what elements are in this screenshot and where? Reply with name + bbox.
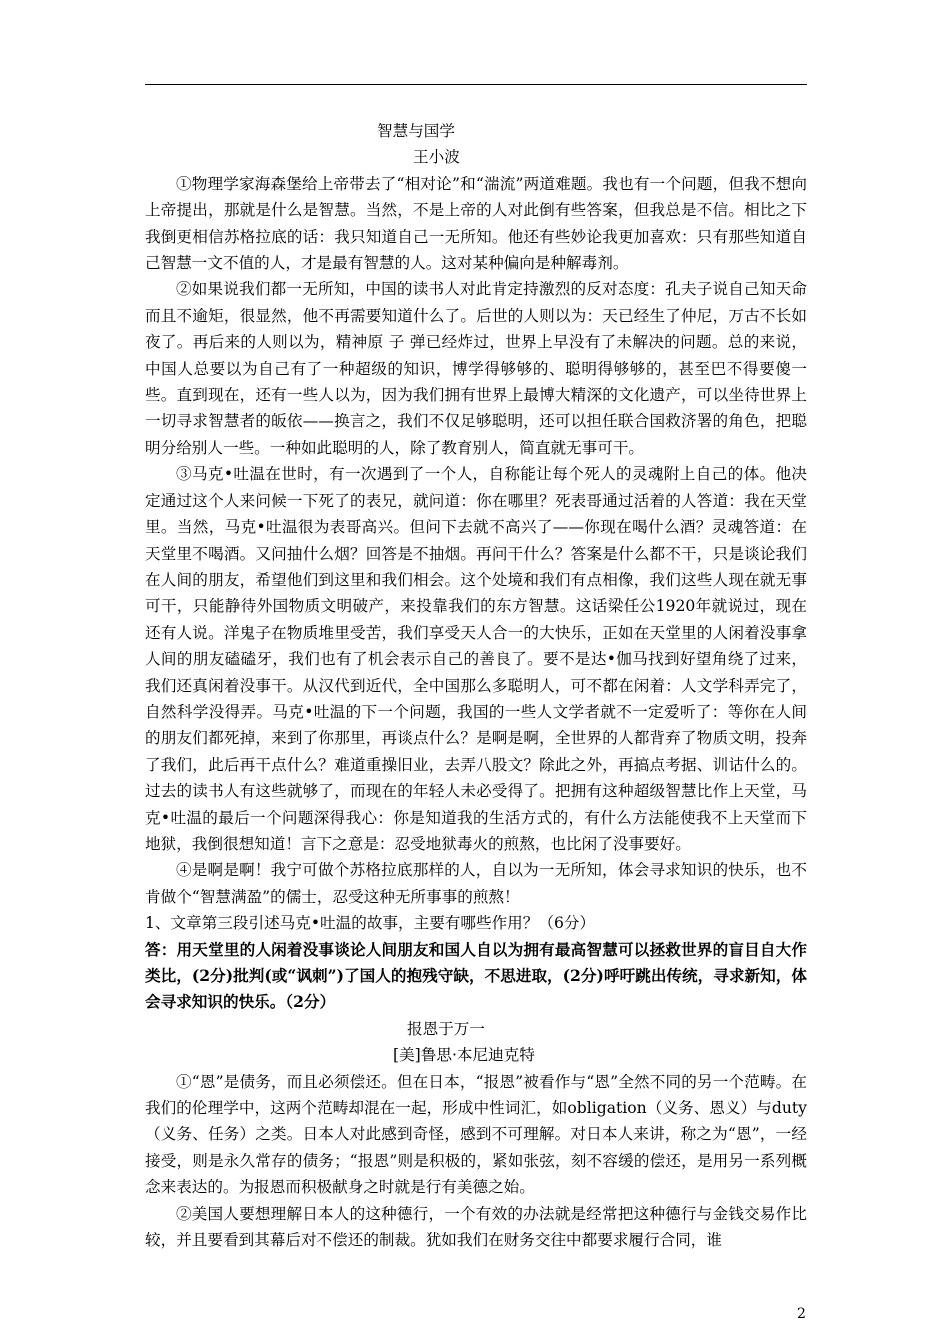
article1-paragraph-1: ①物理学家海森堡给上帝带去了“相对论”和“湍流”两道难题。我也有一个问题，但我不想向上帝提出，那就是什么是智慧。当然，不是上帝的人对此倒有些答案，但我总是不信。相比之下我倒更相信苏格拉底的话：我只知道自己一无所知。他还有些妙论我更加喜欢：只有那些知道自己智慧一文不值的人，才是最有智慧的人。这对某种偏向是种解毒剂。 <box>145 174 807 273</box>
article1-paragraph-3: ③马克•吐温在世时，有一次遇到了一个人，自称能让每个死人的灵魂附上自己的体。他决定通过这个人来问候一下死了的表兄，就问道：你在哪里？死表哥通过活着的人答道：我在天堂里。当然，马克•吐温很为表哥高兴。但问下去就不高兴了——你现在喝什么酒？灵魂答道：在天堂里不喝酒。又问抽什么烟？回答是不抽烟。再问干什么？答案是什么都不干，只是谈论我们在人间的朋友，希望他们到这里和我们相会。这个处境和我们有点相像，我们这些人现在就无事可干，只能静待外国物质文明破产，来投靠我们的东方智慧。这话梁任公1920年就说过，现在还有人说。洋鬼子在物质堆里受苦，我们享受天人合一的大快乐，正如在天堂里的人闲着没事拿人间的朋友磕磕牙，我们也有了机会表示自己的善良了。要不是达•伽马找到好望角绕了过来，我们还真闲着没事干。从汉代到近代，全中国那么多聪明人，可不都在闲着：人文学科弄完了，自然科学没得弄。马克•吐温的下一个问题，我国的一些人文学者就不一定爱听了：等你在人间的朋友们都死掉，来到了你那里，再谈点什么？是啊是啊，全世界的人都背弃了物质文明，投奔了我们，此后再干点什么？难道重操旧业，去弄八股文？除此之外，再搞点考据、训诂什么的。过去的读书人有这些就够了，而现在的年轻人未必受得了。把拥有这种超级智慧比作上天堂，马克•吐温的最后一个问题深得我心：你是知道我的生活方式的，有什么方法能使我不上天堂而下地狱，我倒很想知道！言下之意是：忍受地狱毒火的煎熬，也比闲了没事要好。 <box>145 465 807 853</box>
article1-paragraph-4: ④是啊是啊！我宁可做个苏格拉底那样的人，自以为一无所知，体会寻求知识的快乐，也不肯做个“智慧满盈”的儒士，忍受这种无所事事的煎熬！ <box>145 861 807 906</box>
article2-author: [美]鲁思·本尼迪克特 <box>393 1046 535 1065</box>
article1-title: 智慧与国学 <box>377 122 455 140</box>
header-rule <box>145 84 807 85</box>
page-number: 2 <box>797 1306 806 1322</box>
article2-title: 报恩于万一 <box>407 1019 485 1038</box>
article2-paragraph-2: ②美国人要想理解日本人的这种德行，一个有效的办法就是经常把这种德行与金钱交易作比较，并且要看到其幕后对不偿还的制裁。犹如我们在财务交往中都要求履行合同，谁 <box>145 1204 807 1250</box>
article1-paragraph-2: ②如果说我们都一无所知，中国的读书人对此肯定持激烈的反对态度：孔夫子说自己知天命而且不逾矩，很显然，他不再需要知道什么了。后世的人则以为：天已经生了仲尼，万古不长如夜了。再后来的人则以为，精神原 子 弹已经炸过，世界上早没有了未解决的问题。总的来说，中国人总要以为自己有了一种超级的知识，博学得够够的、聪明得够够的，甚至巴不得要傻一些。直到现在，还有一些人以为，因为我们拥有世界上最博大精深的文化遗产，可以坐待世界上一切寻求智慧者的皈依——换言之，我们不仅足够聪明，还可以担任联合国救济署的角色，把聪明分给别人一些。一种如此聪明的人，除了教育别人，简直就无事可干。 <box>145 280 807 457</box>
answer-1: 答：用天堂里的人闲着没事谈论人间朋友和国人自以为拥有最高智慧可以拯救世界的盲目自大作类比，(2分)批判(或“讽刺”)了国人的抱残守缺，不思进取，(2分)呼吁跳出传统，寻求新知，体会寻求知识的快乐。（2分） <box>145 939 807 1012</box>
article1-author: 王小波 <box>413 148 460 167</box>
article2-paragraph-1: ①“恩”是债务，而且必须偿还。但在日本，“报恩”被看作与“恩”全然不同的另一个范畴。在我们的伦理学中，这两个范畴却混在一起，形成中性词汇，如obligation（义务、恩义）与duty（义务、任务）之类。日本人对此感到奇怪，感到不可理解。对日本人来讲，称之为“恩”，一经接受，则是永久常存的债务；“报恩”则是积极的，紧如张弦，刻不容缓的偿还，是用另一系列概念来表达的。为报恩而积极献身之时就是行有美德之始。 <box>145 1072 807 1197</box>
question-1: 1、文章第三段引述马克•吐温的故事，主要有哪些作用？（6分） <box>145 914 596 933</box>
page-content <box>145 118 807 1253</box>
